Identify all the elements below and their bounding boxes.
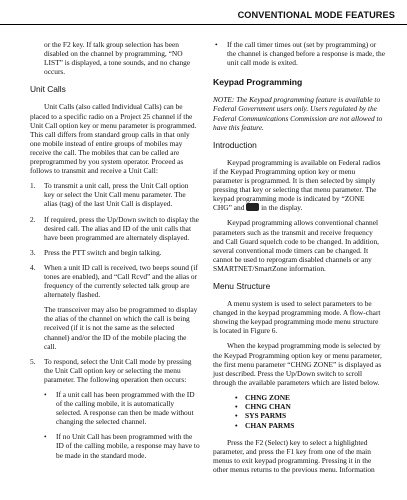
step-4-continued: The transceiver may also be programmed to display the alias of the channel on which the call is being received (if it is not the same as the selected channel) and/or the ID of the mobile placing the call. <box>44 305 198 351</box>
step-text: When a unit ID call is received, two beeps sound (if tones are enabled), and “Call Rcvd” and the alias or frequency of the currently selected talk group are alternately flashed. <box>44 262 198 300</box>
list-item <box>235 421 385 430</box>
list-item <box>235 393 385 402</box>
step-number: 1. <box>30 181 36 191</box>
heading-unit-calls: Unit Calls <box>30 84 66 95</box>
right-column <box>213 40 385 480</box>
list-item <box>235 402 385 411</box>
bullet-icon: • <box>235 420 238 430</box>
step-number: 2. <box>30 214 36 224</box>
heading-introduction: Introduction <box>213 139 257 150</box>
bullet-text: If the call timer times out (set by programming) or the channel is changed before a response is made, the unit call mode is exited. <box>227 40 386 68</box>
step-number: 4. <box>30 262 36 272</box>
continued-paragraph: or the F2 key. If talk group selection has been disabled on the channel by programming, “NO LIST” is displayed, a tone sounds, and no change occurs. <box>44 40 191 77</box>
step-text: If required, press the Up/Down switch to display the desired call. The alias and ID of the unit calls that have been programmed are alternately displayed. <box>44 214 199 242</box>
left-column <box>30 40 200 466</box>
bullet-call-timer <box>213 40 385 67</box>
step-5 <box>30 357 200 384</box>
step-number: 3. <box>30 247 36 257</box>
menu-paragraph-3: Press the F2 (Select) key to select a highlighted parameter, and press the F1 key from one of the main menus to exit keypad programming. Pressing it in the other menus returns to the previous menu. Information <box>213 437 375 474</box>
bullet-auto-select <box>30 390 200 426</box>
step-1 <box>30 181 200 208</box>
unit-calls-intro: Unit Calls (also called Individual Calls) can be placed to a specific radio on a Project 25 channel if the Unit Call option key or menu parameter is programmed. This call differs from standard group calls in that only one mobile instead of entire groups of mobiles may receive the call. The mobiles that can be called are preprogrammed by you system operator. Proceed as follows to transmit and receive a Unit Call: <box>30 102 197 176</box>
keypad-mode-display-icon <box>246 203 259 211</box>
intro-text-a: Keypad programming is available on Federal radios if the Keypad Programming option key or menu parameter is programmed. It is then selected by simply pressing that key or selecting that menu parameter. The keypad programming mode is indicated by “ZONE CHG” and <box>213 157 381 213</box>
bullet-icon: • <box>44 390 47 399</box>
bullet-text: If a unit call has been programmed with the ID of the calling mobile, it is automatically selected. A response can then be made without changing the selected channel. <box>56 390 195 427</box>
step-text: Press the PTT switch and begin talking. <box>44 247 162 257</box>
federal-note: NOTE: The Keypad programming feature is available to Federal Government users only. Users regulated by the Federal Communications Commission are not allowed to have this feature. <box>213 95 383 132</box>
step-text: To respond, select the Unit Call mode by pressing the Unit Call option key or selecting the menu parameter. The following operation then occurs: <box>44 356 192 384</box>
bullet-icon: • <box>235 392 238 402</box>
intro-text-b: in the display. <box>261 203 303 213</box>
bullet-icon: • <box>44 432 47 442</box>
page-header-title: CONVENTIONAL MODE FEATURES <box>237 10 395 20</box>
menu-paragraph-1: A menu system is used to select parameters to be changed in the keypad programming mode. A flow-chart showing the keypad programming mode menu structure is located in Figure 6. <box>213 299 381 336</box>
intro-paragraph-1 <box>213 158 385 213</box>
menu-paragraph-2: When the keypad programming mode is selected by the Keypad Programming option key or menu parameter, the first menu parameter “CHNG ZONE” is displayed as just described. Press the Up/Down switch to scroll through the available parameters which are listed below. <box>213 341 382 387</box>
bullet-icon: • <box>235 402 238 412</box>
step-text: To transmit a unit call, press the Unit Call option key or select the Unit Call menu parameter. The alias (tag) of the last Unit Call is displayed. <box>44 181 189 209</box>
list-item-label: CHNG CHAN <box>245 402 291 412</box>
bullet-icon: • <box>235 411 238 421</box>
parameter-list <box>235 393 385 430</box>
heading-keypad-programming: Keypad Programming <box>213 77 303 88</box>
bullet-text: If no Unit Call has been programmed with the ID of the calling mobile, a response may have to be made in the standard mode. <box>56 432 200 460</box>
bullet-icon: • <box>215 40 218 49</box>
bullet-standard-mode <box>30 432 200 459</box>
heading-menu-structure: Menu Structure <box>213 280 271 291</box>
list-item-label: SYS PARMS <box>245 411 287 421</box>
list-item <box>235 411 385 420</box>
step-number: 5. <box>30 356 36 366</box>
header-rule <box>0 24 407 25</box>
intro-paragraph-2: Keypad programming allows conventional channel parameters such as the transmit and receive frequency and Call Guard squelch code to be changed. In addition, several conventional mode timers can be changed. It cannot be used to reprogram disabled channels or any SMARTNET/SmartZone information. <box>213 218 380 273</box>
step-2 <box>30 215 200 242</box>
list-item-label: CHNG ZONE <box>245 392 290 402</box>
step-4 <box>30 263 200 299</box>
list-item-label: CHAN PARMS <box>245 420 295 430</box>
step-3 <box>30 248 200 257</box>
